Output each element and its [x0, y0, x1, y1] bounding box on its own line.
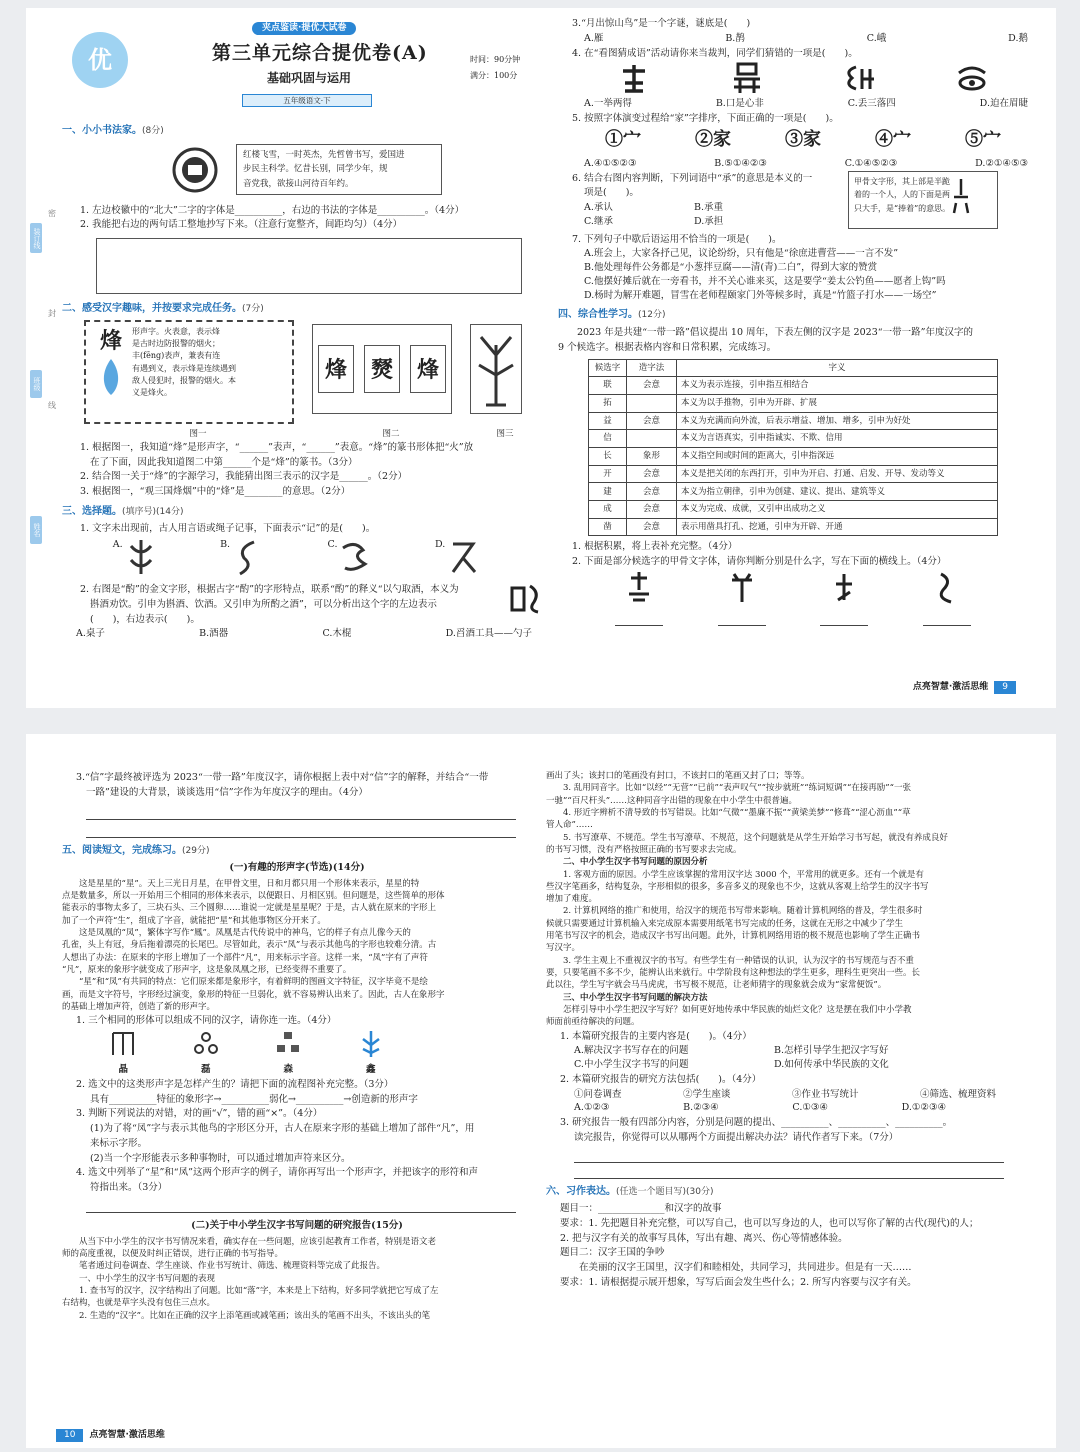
jia-script-icon: ①宀	[605, 128, 641, 150]
option[interactable]: B.酒器	[199, 628, 229, 640]
table-header: 字义	[677, 359, 998, 377]
question-text: 1. 根据积累，将上表补充完整。（4分）	[572, 541, 738, 553]
option[interactable]: A.解决汉字书写存在的问题	[574, 1045, 689, 1057]
section-5-heading: 五、阅读短文，完成练习。(29分)	[62, 844, 210, 856]
question-text: 1. 三个相同的形体可以组成不同的汉字，请你连一连。（4分）	[76, 1015, 337, 1027]
option[interactable]: B.怎样引导学生把汉字写好	[774, 1045, 889, 1057]
paragraph-line: 画出了头；该封口的笔画没有封口，不该封口的笔画又封了口；等等。	[546, 771, 810, 781]
option[interactable]: A.桌子	[76, 628, 105, 640]
answer-line[interactable]	[923, 612, 971, 626]
oracle-glyphs-row	[558, 570, 1038, 612]
answer-line[interactable]	[86, 824, 516, 838]
glyph-icon	[109, 1029, 137, 1059]
logo-badge: 优	[72, 32, 128, 88]
candidate-char-cell: 成	[589, 501, 627, 519]
exam-page-10	[26, 734, 1056, 1448]
paragraph-line: 的基础上增加声符，创造了新的形声字。	[62, 1001, 216, 1012]
option[interactable]: B.他处理每件公务都是“小葱拌豆腐——清(青)二白”，得到大家的赞赏	[584, 262, 878, 274]
hint-line: 着的一个人，人的下面是两	[854, 190, 950, 200]
figure-text-line: 敌人侵犯时，报警的烟火。本	[132, 376, 236, 386]
formation-cell: 会意	[627, 518, 677, 536]
question-text: 2. 本篇研究报告的研究方法包括( )。（4分）	[560, 1073, 762, 1085]
oracle-glyph-icon	[728, 570, 756, 606]
jia-script-icon: ③家	[785, 128, 821, 150]
table-row	[589, 465, 998, 483]
meaning-cell: 本义为表示连接，引申指互相结合	[677, 377, 998, 395]
option[interactable]: C.峨	[866, 32, 887, 44]
paragraph-line: 写汉字。	[546, 943, 581, 954]
option-row	[558, 32, 1038, 46]
idiom-picture-icon	[617, 61, 651, 95]
exam-page-9	[26, 8, 1056, 708]
table-row	[589, 394, 998, 412]
option-d[interactable]: D.	[435, 538, 481, 580]
match-character[interactable]: 森	[283, 1064, 293, 1075]
side-tab: 装订线	[30, 223, 42, 253]
seal-script-option: 烽	[318, 345, 354, 393]
figures-row	[84, 320, 542, 428]
option-row	[558, 97, 1038, 111]
seal-word: 密	[48, 209, 56, 218]
option-grid	[574, 1044, 1026, 1072]
peking-university-emblem	[172, 147, 218, 193]
jia-script-icon: ④宀	[875, 128, 911, 150]
question-text: 2. 右图是“酌”的金文字形，根据古字“酌”的字形特点，联系“酌”的释义“以勺取酒，本义为	[80, 584, 459, 596]
figure-text-line: 是古时边防报警的烟火；	[132, 338, 220, 348]
cheng-oracle-icon	[950, 175, 972, 215]
exam-header	[62, 8, 542, 118]
flowchart-text: 具有__________特征的象形字→__________弱化→__________→创造新的形声字	[90, 1093, 418, 1105]
formation-cell[interactable]	[627, 430, 677, 448]
candidate-char-cell: 拓	[589, 394, 627, 412]
question-text: 4. 选文中列举了“星”和“凤”这两个形声字的例子，请你再写出一个形声字，并把该字的形符和声	[76, 1167, 479, 1179]
jia-evolution-row	[558, 127, 1038, 157]
paragraph-line: 右结构，也就是草字头没有包住三点水。	[62, 1298, 216, 1309]
formation-cell: 会意	[627, 412, 677, 430]
paragraph-line: “星”和“凤”有共同的特点：它们原来都是象形字，有着鲜明的图画文字特征，汉字毕竟不是绘	[79, 977, 428, 988]
ancient-glyph-icon	[337, 538, 373, 576]
candidate-character-table	[588, 359, 998, 537]
match-character[interactable]: 鑫	[365, 1064, 376, 1075]
jia-script-icon: ②家	[695, 128, 731, 150]
poem-line: 音党我，欲接山河待百年约。	[243, 178, 354, 189]
table-row	[589, 377, 998, 395]
table-row	[589, 483, 998, 501]
question-text: ( )，右边表示( )。	[90, 613, 200, 625]
option[interactable]: B.鹊	[725, 32, 745, 44]
figure-3	[470, 324, 522, 414]
passage-title: (二)关于中小学生汉字书写问题的研究报告(15分)	[191, 1219, 403, 1231]
paragraph-line: 3. 乱用同音字。比如“以经”“无营”“已前”“表声叹气”“按步就班”“练词短调”“在接再励”“一张	[563, 783, 911, 794]
paragraph-line: “凡”，原来的象形字就变成了形声字，这是象凤凰之形，已经变得不重要了。	[62, 964, 352, 975]
page2-left-column	[62, 734, 532, 1448]
paragraph-line: 4. 形近字辨析不清导致的书写错误。比如“气微”“墨廉不振”“黄梁美梦”“修葺”“涩心沥血”“草	[563, 807, 911, 818]
calligraphy-row	[172, 142, 542, 198]
answer-line[interactable]	[574, 1165, 1004, 1179]
option-row	[62, 627, 542, 641]
table-row	[589, 518, 998, 536]
seal-script-option: 烽	[410, 345, 446, 393]
meaning-cell: 本义指空间或时间的距离大，引申指深远	[677, 447, 998, 465]
answer-line[interactable]	[86, 806, 516, 820]
method-item: ④筛选、梳理资料	[919, 1088, 996, 1100]
answer-line[interactable]	[86, 1199, 516, 1213]
page-footer: 10 点亮智慧·激活思维	[56, 1429, 165, 1442]
option-a[interactable]: A.	[113, 538, 159, 580]
paragraph-line: 2. 生造的“汉字”。比如在正确的汉字上添笔画或减笔画；该出头的笔画不出头，不该出头的笔	[79, 1310, 431, 1321]
jia-script-icon: ⑤宀	[965, 128, 1001, 150]
seal-script-option: 燹	[364, 345, 400, 393]
formation-cell[interactable]	[627, 394, 677, 412]
option-b[interactable]: B.	[220, 538, 266, 580]
paragraph-line: 5. 书写潦草、不规范。学生书写潦草、不规范，这个问题就是从学生开始学习书写起，就没有养成良好	[563, 832, 948, 843]
paragraph-line: 候就只需要通过计算机输入来完成原本需要用纸笔书写完成的任务，这就在无形之中减少了学生	[546, 918, 904, 929]
option-list	[584, 247, 1038, 302]
passage-body	[546, 770, 1026, 1029]
passage-body	[62, 878, 532, 1013]
copy-answer-box[interactable]	[96, 238, 522, 294]
question-text: 3.“月出惊山鸟”是一个字谜，谜底是( )	[572, 18, 751, 29]
paragraph-line: 能表示的事物太多了，三块石头、三个圆卵……谁说一定就是星星呢？于是，古人就在原来的字形上	[62, 903, 437, 914]
question-text: 1. 左边校徽中的“北大”二字的字体是__________，右边的书法的字体是__________。（4分）	[80, 204, 465, 216]
question-text: 3.“信”字最终被评选为 2023“一带一路”年度汉字，请你根据上表中对“信”字的解释，并结合“一带	[76, 772, 489, 783]
page-number: 9	[994, 681, 1016, 694]
figure-2	[312, 324, 452, 414]
report-heading: 二、中小学生汉字书写问题的原因分析	[563, 857, 708, 868]
meaning-cell: 本义为完成、成就，又引申出成功之义	[677, 501, 998, 519]
candidate-char-cell: 开	[589, 465, 627, 483]
option[interactable]: D.杨时为解开难题，冒雪在老师程颐家门外等候多时，真是“竹篮子打水——一场空”	[584, 289, 937, 301]
question-text: 斟酒劝饮。引申为斟酒、饮酒。又引申为所酌之酒”，可以分析出这个字的左边表示	[90, 598, 437, 610]
formation-cell: 会意	[627, 465, 677, 483]
option[interactable]: C.中小学生汉字书写的问题	[574, 1059, 689, 1071]
option[interactable]: B.②③④	[683, 1102, 719, 1114]
paragraph-line: 些汉字笔画多，结构复杂，字形相似的很多，多音多义的现象也不少，这就从客观上给学生的汉字书写	[546, 881, 929, 892]
ancient-glyph-icon	[230, 538, 266, 576]
question-text: 6. 结合右图内容判断，下列词语中“承”的意思是本义的一	[572, 172, 813, 184]
section-3-heading: 三、选择题。(填序号)(14分)	[62, 505, 184, 517]
stone-glyph-icon	[274, 1029, 302, 1059]
page-number: 10	[56, 1429, 83, 1442]
oracle-glyph-icon	[471, 325, 521, 413]
table-body	[589, 377, 998, 536]
meaning-cell: 本义为以手推物，引申为开辟、扩展	[677, 394, 998, 412]
option-row	[546, 1101, 1026, 1115]
caption: 图一	[189, 428, 207, 439]
knot-rope-icon	[123, 538, 159, 576]
option-row	[558, 157, 1038, 171]
side-tab: 姓名	[30, 516, 42, 544]
side-tab: 班级	[30, 370, 42, 398]
eye-brow-icon	[955, 61, 989, 95]
statement-text: (1)为了将“凤”字与表示其他鸟的字形区分开，古人在原来字形的基础上增加了部件“凡”，用	[90, 1123, 475, 1135]
series-badge: 夹点鉴读·提优大试卷	[252, 22, 356, 35]
statement-text: (2)当一个字形能表示多种事物时，可以通过增加声符来区分。	[90, 1152, 351, 1164]
oracle-glyph-icon	[625, 570, 653, 606]
option[interactable]: A.①②③	[574, 1102, 610, 1114]
question-text: 3. 判断下列说法的对错，对的画“√”，错的画“×”。（4分）	[76, 1108, 323, 1120]
answer-line[interactable]	[615, 612, 663, 626]
poem-line: 步民主科学。忆昔长别，同学少年，规	[243, 164, 388, 175]
page-footer: 点亮智慧·激活思维 9	[913, 681, 1016, 694]
candidate-char-cell: 联	[589, 377, 627, 395]
formation-cell: 会意	[627, 501, 677, 519]
page1-left-column	[62, 8, 542, 708]
option[interactable]: B.承重	[694, 202, 724, 214]
sun-glyph-icon	[192, 1029, 220, 1059]
option[interactable]: C.木棍	[322, 628, 352, 640]
paragraph-line: 一驰”“百尺杆头”……这种同音字出错的现象在中小学生中很普遍。	[546, 795, 798, 806]
meaning-cell: 表示用凿具打孔、挖通，引申为开辟、开通	[677, 518, 998, 536]
oracle-glyph-icon	[933, 570, 961, 606]
paragraph-line: 画，而是文字符号，字形经过演变，象形的特征一旦弱化，就不容易辨认出来了。因此，古人在象形字	[62, 989, 445, 1000]
essay-topic: 题目一：______________和汉字的故事	[560, 1203, 722, 1215]
cheng-hint-box	[848, 171, 998, 229]
figure-text-line: 形声字。火表意，表示烽	[132, 326, 220, 336]
option[interactable]: B.⑤①④②③	[714, 157, 767, 169]
option[interactable]: A.雁	[584, 32, 604, 44]
report-heading: 三、中小学生汉字书写问题的解决方法	[563, 992, 708, 1003]
question-text: 1. 文字未出现前，古人用言语或绳子记事，下面表示“记”的是( )。	[80, 523, 376, 535]
essay-prompt: 在美丽的汉字王国里，汉字们和睦相处，共同学习，共同进步。但是有一天……	[579, 1262, 912, 1274]
oracle-glyph-icon	[830, 570, 858, 606]
intro-text: 9 个候选字。根据表格内容和日常积累，完成练习。	[558, 341, 777, 353]
option[interactable]: C.①④⑤②③	[844, 157, 898, 169]
answer-line[interactable]	[574, 1149, 1004, 1163]
idiom-picture-icon	[730, 61, 764, 95]
poem-line: 红楼飞雪，一时英杰，先哲曾书写，爱国进	[243, 149, 405, 160]
paragraph-line: 人想出了办法：在原来的字形上增加了一个部件“凡”，用来标示字音。这样一来，“凤”字有了声符	[62, 952, 428, 963]
method-item: ①问卷调查	[574, 1088, 622, 1100]
candidate-char-cell: 凿	[589, 518, 627, 536]
grade-label: 五年级语文·下	[242, 94, 372, 107]
figure-text-line: 有遇到义，表示烽是连续遇到	[132, 363, 236, 373]
statement-text: 来标示字形。	[90, 1137, 148, 1149]
paragraph-line: 从当下中小学生的汉字书写情况来看，确实存在一些问题，应该引起教育工作者，特别是语文老	[79, 1236, 437, 1247]
binding-sidebar	[26, 8, 44, 708]
seal-word: 封	[48, 309, 56, 318]
option[interactable]: C.①③④	[792, 1102, 828, 1114]
paragraph-line: 怎样引导中小学生把汉字写好？如何更好地传承中华民族的灿烂文化？这是摆在我们中小学教	[563, 1004, 912, 1015]
paragraph-line: 3. 学生主观上不重视汉字的书写。有些学生有一种错误的认识，认为汉字的书写规范与否不重	[563, 955, 914, 966]
meaning-cell: 本义为充满而向外流，后表示增益、增加、增多，引申为好处	[677, 412, 998, 430]
choice-images	[82, 538, 512, 580]
full-score: 满分：100分	[470, 71, 518, 80]
candidate-char-cell: 信	[589, 430, 627, 448]
table-row	[589, 447, 998, 465]
method-item: ②学生座谈	[682, 1088, 731, 1100]
seal-word: 线	[48, 401, 56, 410]
option[interactable]: D.承担	[694, 215, 724, 227]
question-text: 2. 结合图一关于“烽”的字源学习，我能猜出图三表示的汉字是______。（2分）	[80, 471, 408, 483]
question-text: 4. 在“看图猜成语”活动请你来当裁判，同学们猜错的一项是( )。	[572, 47, 858, 59]
meaning-cell: 本义为指立朝律，引申为创建、建议、提出、建筑等义	[677, 483, 998, 501]
table-header: 候选字	[589, 359, 627, 377]
question-text: 3. 根据图一，“观三国烽烟”中的“烽”是________的意思。（2分）	[80, 486, 351, 498]
figure-captions	[84, 428, 542, 440]
option[interactable]: D.②①④⑤③	[975, 157, 1028, 169]
idiom-picture-icon	[842, 61, 876, 95]
option[interactable]: C.丢三落四	[847, 98, 896, 110]
option[interactable]: A.一举两得	[584, 98, 632, 110]
question-text: 项是( )。	[584, 187, 639, 199]
question-text: 符指出来。（3分）	[90, 1182, 168, 1194]
poem-calligraphy-box	[236, 144, 442, 195]
paragraph-line: 这是星星的“星”。天上三光日月星，在甲骨文里，日和月都只用一个形体来表示，星星的特	[79, 878, 420, 889]
essay-requirement: 2. 把与汉字有关的故事写具体，写出有趣、离兴、伤心等情感体验。	[560, 1232, 848, 1244]
paragraph-line: 此以往，学生写字就会马马虎虎，书写极不规范，让老师猜字的现象就会成为“家常便饭”。	[546, 980, 887, 991]
option[interactable]: C.继承	[584, 215, 613, 227]
question-text: 3. 研究报告一般有四部分内容，分别是问题的提出、__________、__________、__________。	[560, 1117, 953, 1129]
page-subtitle: 基础巩固与运用	[267, 71, 352, 85]
paragraph-line: 用笔书写汉字的机会，造成汉字书写出问题。此外，计算机网络用语的极不规范也影响了学生正确书	[546, 931, 921, 942]
section-4-heading: 四、综合性学习。(12分)	[558, 309, 666, 321]
paragraph-line: 笔者通过问卷调查、学生座谈、作业书写统计、筛选、梳理资料等完成了此报告。	[79, 1261, 386, 1272]
answer-line[interactable]	[820, 612, 868, 626]
table-row	[589, 430, 998, 448]
page2-right-column	[546, 734, 1026, 1448]
option[interactable]: D.鹅	[1008, 32, 1028, 44]
essay-requirement: 要求：1. 先把题目补充完整，可以写自己，也可以写身边的人，也可以写你了解的古代(现代)的人；	[560, 1217, 979, 1229]
matching-chars	[62, 1063, 532, 1077]
paragraph-line: 师面前亟待解决的问题。	[546, 1017, 640, 1028]
option[interactable]: A.承认	[584, 202, 613, 214]
option[interactable]: D.迫在眉睫	[979, 98, 1028, 110]
match-character[interactable]: 晶	[118, 1064, 128, 1075]
option[interactable]: A.班会上，大家各抒己见，议论纷纷，只有他是“徐庶进曹营——一言不发”	[584, 248, 899, 260]
option[interactable]: D.如何传承中华民族的文化	[774, 1059, 889, 1071]
candidate-char-cell: 建	[589, 483, 627, 501]
paragraph-line: 师的高度重视，以便及时纠正错误，进行正确的书写指导。	[62, 1248, 284, 1259]
option-c[interactable]: C.	[328, 538, 374, 580]
passage-title: (一)有趣的形声字(节选)(14分)	[229, 862, 365, 874]
formation-cell: 象形	[627, 447, 677, 465]
paragraph-line: 加了一个声符“生”，组成了字音，就能把“星”和其他事物区分开来了。	[62, 915, 326, 926]
idiom-pictures	[558, 61, 1038, 97]
hint-line: 甲骨文字形，其上部是半跪	[854, 176, 950, 186]
question-text: 1. 本篇研究报告的主要内容是( )。（4分）	[560, 1030, 752, 1042]
flame-illustration	[96, 357, 126, 397]
question-text: 2. 选文中的这类形声字是怎样产生的？请把下面的流程图补充完整。（3分）	[76, 1078, 394, 1090]
paragraph-line: 1. 客观方面的原因。小学生应该掌握的常用汉字达 3000 个，平常用的就更多。还有一个就是有	[563, 869, 924, 880]
feng-character: 烽	[99, 327, 122, 354]
figure-1	[84, 320, 294, 424]
hint-line: 只大手，是“捧着”的意思。	[854, 203, 951, 213]
paragraph-line: 2. 计算机网络的推广和使用，给汉字的规范书写带来影响。随着计算机网络的普及，学生很多时	[563, 906, 923, 917]
paragraph-line: 1. 查书写的汉字，汉字结构出了问题。比如“落”字，本来是上下结构，好多同学就把它写成了左	[79, 1285, 439, 1296]
option[interactable]: C.他摆好摊后就在一旁看书，并不关心谁来买，这是要学“姜太公钓鱼——愿者上钩”吗	[584, 275, 946, 287]
tree-glyph-icon	[357, 1029, 385, 1059]
figure-text-line: 丰(fēng)表声，兼表有连	[132, 351, 221, 361]
question-text: 5. 按照字体演变过程给“家”字排序，下面正确的一项是( )。	[572, 113, 839, 125]
paragraph-line: 要，只要笔画不多不少，能辨认出来就行。中学阶段有这种想法的学生更多，理科生更突出一些。长	[546, 968, 921, 978]
question-text: 读完报告，你觉得可以从哪两个方面提出解决办法？请代作者写下来。（7分）	[574, 1131, 899, 1143]
page-title: 第三单元综合提优卷(A)	[212, 42, 428, 64]
figure-text-line: 义是烽火。	[132, 388, 172, 398]
essay-requirement: 要求：1. 请根据提示展开想象，写写后面会发生些什么；2. 所写内容要与汉字有关。	[560, 1277, 917, 1289]
passage-body	[62, 1236, 532, 1322]
zhuo-bronze-glyph-icon	[508, 582, 542, 616]
paragraph-line: 点是数量多，所以一开始用三个相同的形体来表示，以便跟日、月相区别。但问题是，这些简单的形体	[62, 891, 445, 902]
question-text: 一路”建设的大背景，谈谈选用“信”字作为年度汉字的理由。（4分）	[86, 786, 368, 798]
option[interactable]: B.口是心非	[715, 98, 764, 110]
report-heading: 一、中小学生的汉字书写问题的表现	[79, 1273, 216, 1284]
question-text: 7. 下列句子中歇后语运用不恰当的一项是( )。	[572, 233, 782, 245]
method-list	[546, 1088, 1026, 1102]
paragraph-line: 的书写习惯，没有严格按照正确的书写要求去完成。	[546, 844, 742, 855]
table-row	[589, 412, 998, 430]
section-1-heading: 一、小小书法家。(8分)	[62, 125, 164, 136]
option[interactable]: D.①②③④	[901, 1102, 946, 1114]
question-text: 在了下面，因此我知道图二中第______个是“烽”的篆书。（3分）	[90, 456, 358, 468]
intro-text: 2023 年是共建“一带一路”倡议提出 10 周年，下表左侧的汉字是 2023“一带一路”年度汉字的	[577, 326, 973, 338]
section-2-heading: 二、感受汉字趣味，并按要求完成任务。(7分)	[62, 303, 264, 315]
answer-lines	[558, 612, 1038, 626]
candidate-char-cell: 益	[589, 412, 627, 430]
answer-line[interactable]	[718, 612, 766, 626]
paragraph-line: 管人命”……	[546, 820, 593, 831]
paragraph-line: 孔雀，头上有冠，身后拖着漂亮的长尾巴。尽管如此，表示“凤”与表示其他鸟的字形也较难分清。古	[62, 940, 437, 951]
page1-right-column	[558, 8, 1038, 708]
meaning-cell: 本义为言语真实，引申指诚实、不欺、信用	[677, 430, 998, 448]
essay-topic: 题目二：汉字王国的争吵	[560, 1247, 665, 1259]
caption: 图二	[382, 428, 400, 439]
meaning-cell: 本义是把关闭的东西打开，引申为开启、打通、启发、开导、发动等义	[677, 465, 998, 483]
paragraph-line: 增加了难度。	[546, 894, 598, 905]
matching-glyphs	[62, 1029, 532, 1063]
match-character[interactable]: 磊	[200, 1064, 211, 1075]
method-item: ③作业书写统计	[791, 1088, 859, 1100]
formation-cell: 会意	[627, 377, 677, 395]
question-text: 1. 根据图一，我知道“烽”是形声字，“______”表声，“______”表意。“烽”的篆书形体把“火”放	[80, 441, 474, 453]
table-header: 造字法	[627, 359, 677, 377]
option[interactable]: D.舀酒工具——勺子	[445, 628, 532, 640]
question-text: 2. 下面是部分候选字的甲骨文字体，请你判断分别是什么字，写在下面的横线上。（4分）	[572, 556, 947, 568]
ancient-glyph-icon	[445, 538, 481, 576]
table-row	[589, 501, 998, 519]
option[interactable]: A.④①⑤②③	[584, 157, 637, 169]
formation-cell: 会意	[627, 483, 677, 501]
section-6-heading: 六、习作表达。(任选一个题目写)(30分)	[546, 1185, 714, 1197]
paragraph-line: 这是凤凰的“凤”，繁体字写作“鳳”。凤凰是古代传说中的神鸟，它的样子有点儿像今天的	[79, 928, 411, 939]
question-text: 2. 我能把右边的两句话工整地抄写下来。（注意行宽整齐，间距均匀）（4分）	[80, 219, 403, 231]
time-limit: 时间：90分钟	[470, 55, 521, 64]
candidate-char-cell: 长	[589, 447, 627, 465]
caption: 图三	[496, 428, 514, 439]
